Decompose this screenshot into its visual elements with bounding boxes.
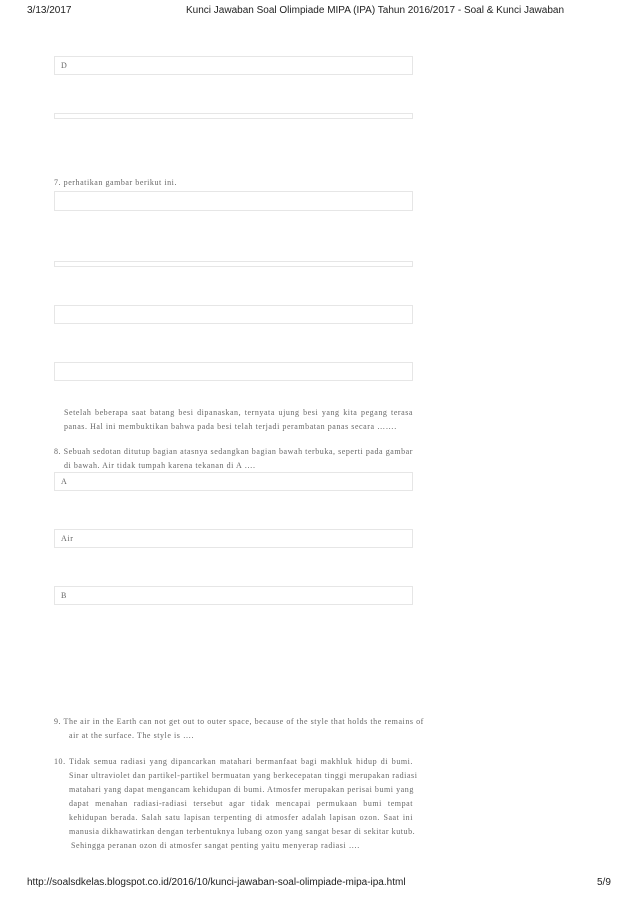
question-9-text-line: 9. The air in the Earth can not get out to outer space, because of the style that holds the remains of	[54, 717, 424, 726]
question-10-text-line: 10. Tidak semua radiasi yang dipancarkan matahari bermanfaat bagi makhluk hidup di bumi.	[54, 757, 413, 766]
option-label-air: Air	[61, 534, 74, 543]
question-10-text-line: manusia dikhawatirkan dengan terbentuknya lubang ozon yang sangat besar di sekitar kutub.	[69, 827, 416, 836]
print-date: 3/13/2017	[27, 5, 72, 16]
question-7-text-line: panas. Hal ini membuktikan bahwa pada besi telah terjadi perambatan panas secara …….	[64, 422, 397, 431]
question-10-text-line: kehidupan berada. Salah satu lapisan terpenting di atmosfer adalah lapisan ozon. Saat ini	[69, 813, 413, 822]
image-placeholder-box	[54, 191, 413, 211]
option-box-air	[54, 529, 413, 548]
question-10-text-line: Sinar ultraviolet dan partikel-partikel bermuatan yang berkecepatan tinggi merupakan radiasi	[69, 771, 418, 780]
question-9-text-line: air at the surface. The style is ….	[69, 731, 195, 740]
question-10-text-line: matahari yang dapat mengancam kehidupan di bumi. Atmosfer merupakan perisai bumi yang	[69, 785, 414, 794]
option-label-a: A	[61, 477, 68, 486]
page-url: http://soalsdkelas.blogspot.co.id/2016/10/kunci-jawaban-soal-olimpiade-mipa-ipa.html	[27, 877, 406, 888]
image-placeholder-box	[54, 362, 413, 381]
option-label-b: B	[61, 591, 67, 600]
option-box-d	[54, 56, 413, 75]
image-placeholder-strip	[54, 261, 413, 267]
image-placeholder-strip	[54, 113, 413, 119]
question-7-text-line: Setelah beberapa saat batang besi dipanaskan, ternyata ujung besi yang kita pegang terasa	[64, 408, 413, 417]
question-7-prompt: 7. perhatikan gambar berikut ini.	[54, 178, 178, 187]
page-title: Kunci Jawaban Soal Olimpiade MIPA (IPA) Tahun 2016/2017 - Soal & Kunci Jawaban	[186, 5, 565, 16]
question-8-text-line: di bawah. Air tidak tumpah karena tekanan di A ….	[64, 461, 256, 470]
option-label-d: D	[61, 61, 68, 70]
option-box-b	[54, 586, 413, 605]
page-number: 5/9	[597, 877, 611, 888]
option-box-a	[54, 472, 413, 491]
image-placeholder-box	[54, 305, 413, 324]
question-8-text-line: 8. Sebuah sedotan ditutup bagian atasnya sedangkan bagian bawah terbuka, seperti pada gambar	[54, 447, 413, 456]
question-10-text-line: dapat menahan radiasi-radiasi tersebut agar tidak mencapai permukaan bumi tempat	[69, 799, 413, 808]
question-10-text-line: Sehingga peranan ozon di atmosfer sangat penting yaitu menyerap radiasi ….	[71, 841, 360, 850]
